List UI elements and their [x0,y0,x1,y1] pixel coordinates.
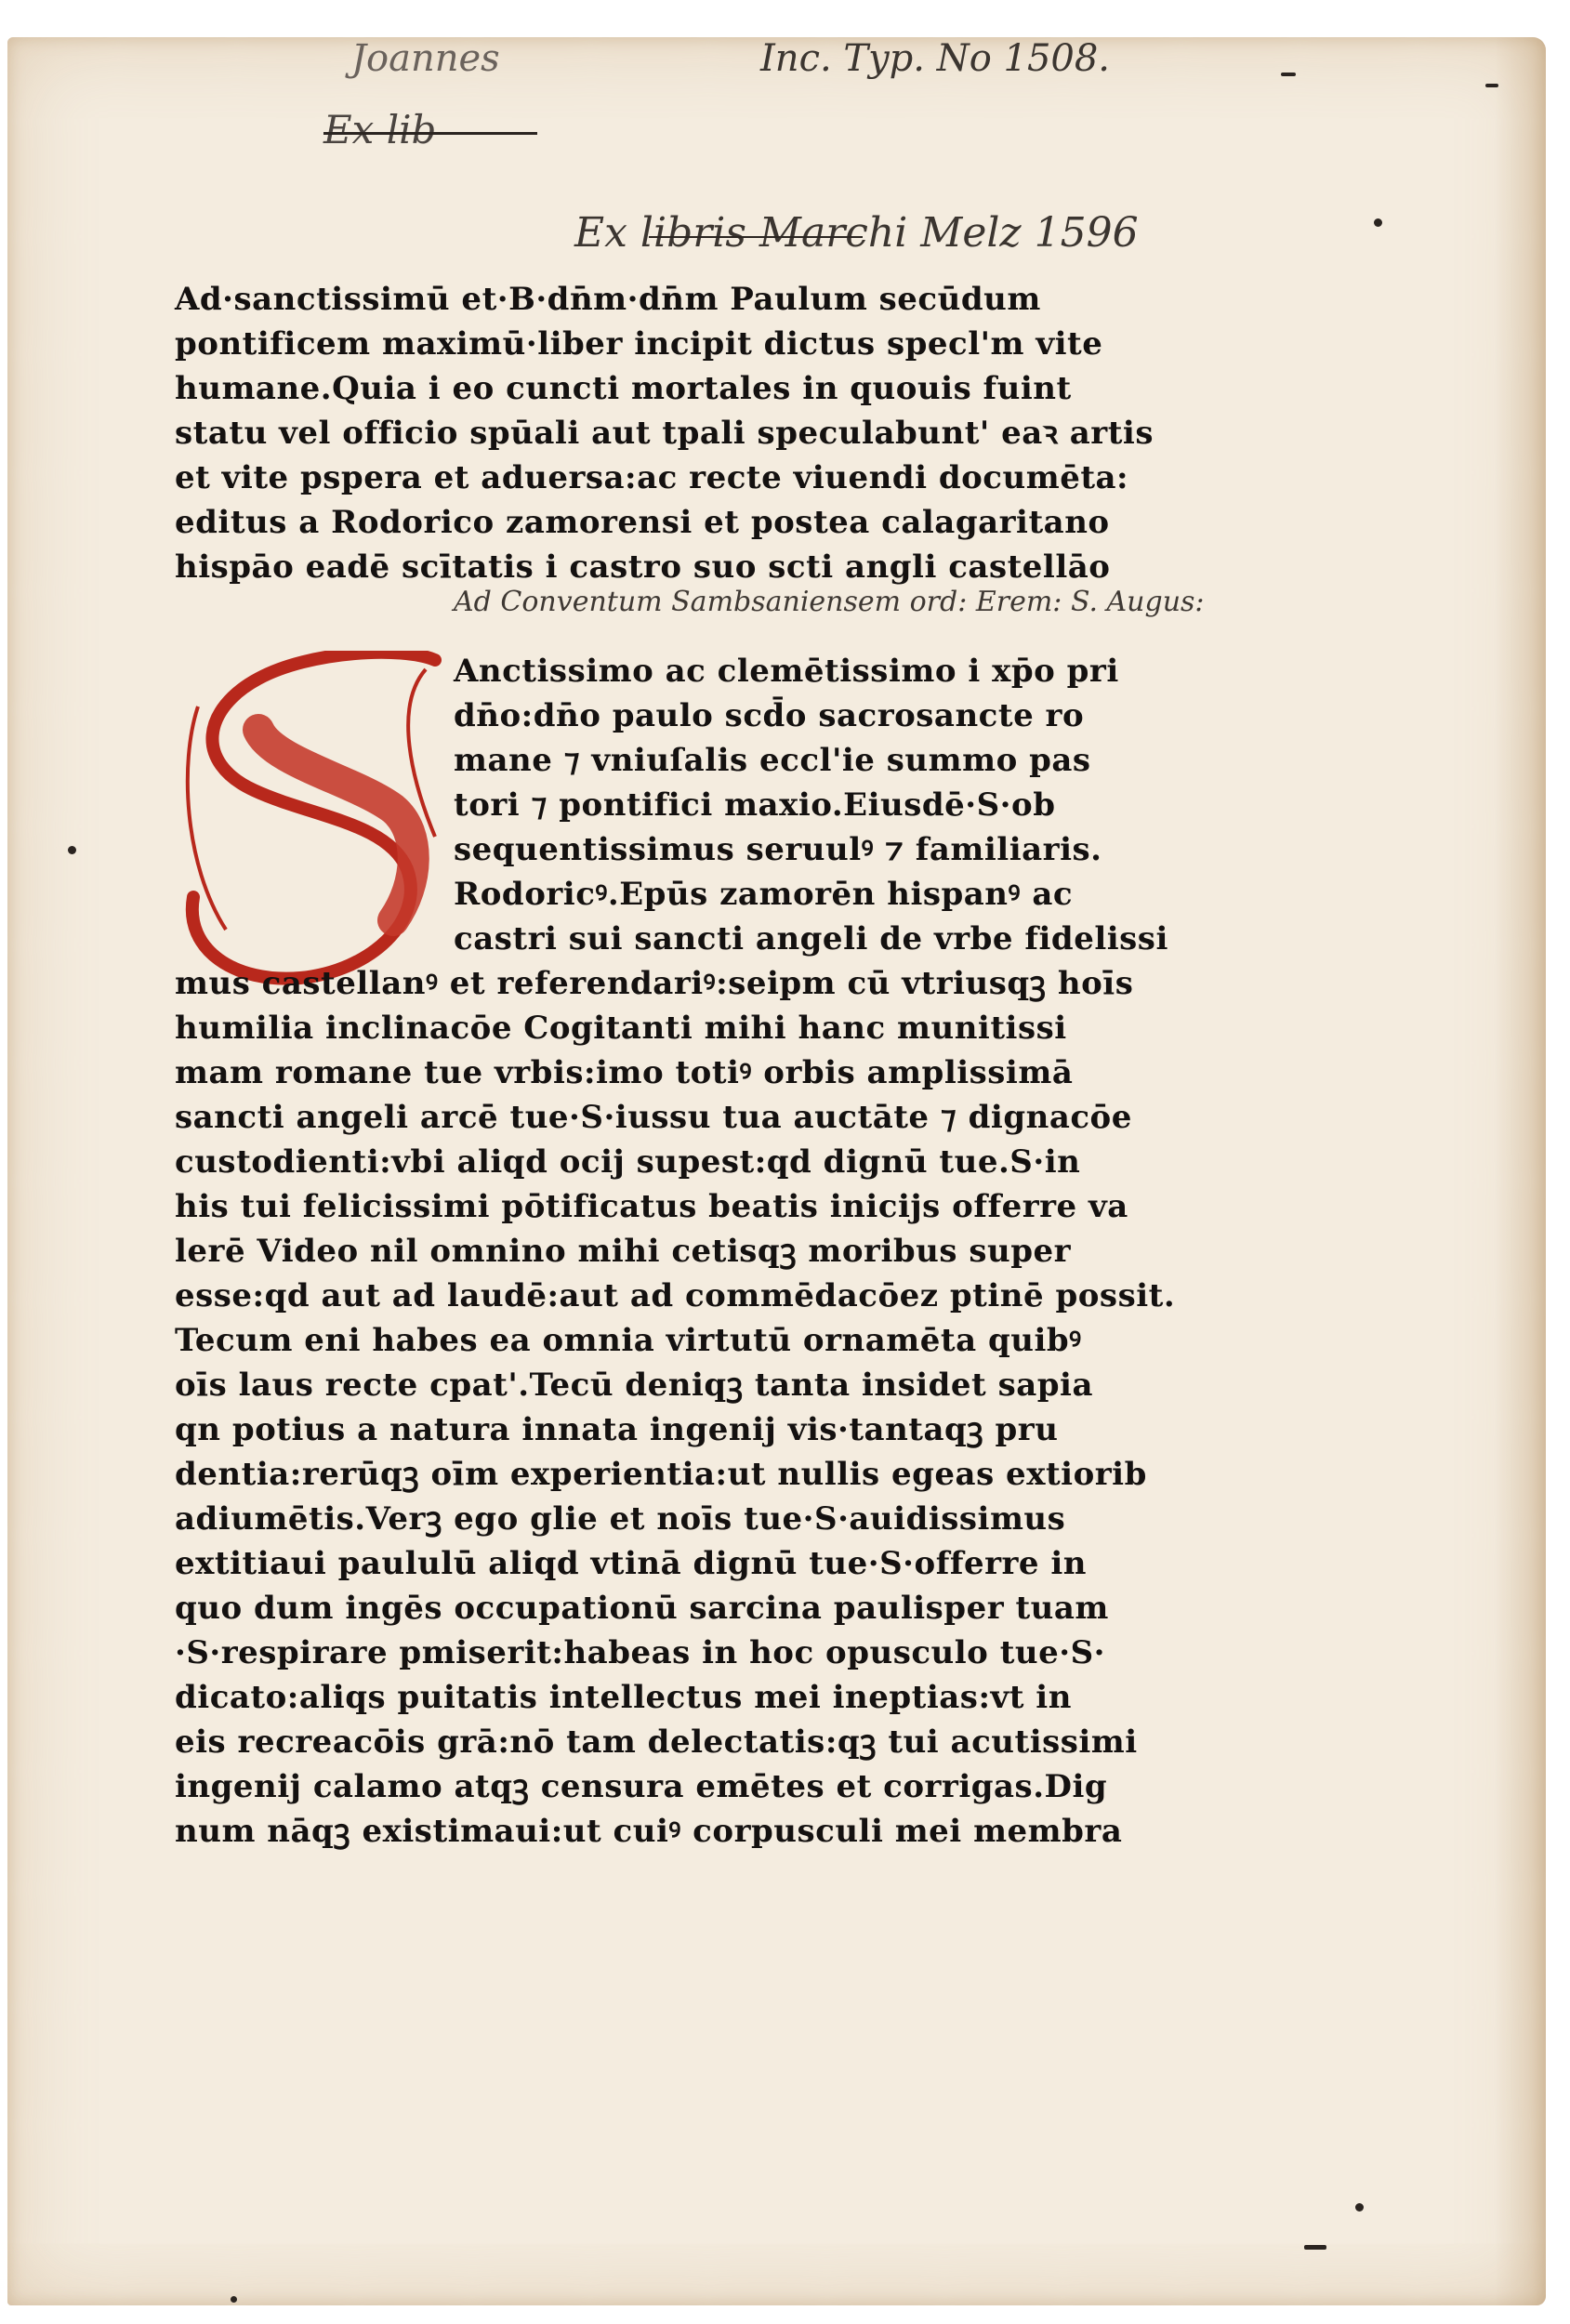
ink-mark [1485,84,1498,87]
text-line: qn potius a natura innata ingenij vis·tantaqꝫ pru [175,1411,1059,1448]
text-line: his tui felicissimi pōtificatus beatis inicijs offerre va [175,1188,1128,1225]
ink-mark [1281,73,1296,76]
handwritten-catalog-number: Inc. Typ. No 1508. [760,37,1111,80]
red-initial-letter-s [170,651,449,987]
text-line: mam romane tue vrbis:imo totiꝰ orbis amplissimā [175,1054,1074,1091]
text-line: pontificem maximū·liber incipit dictus specl'm vite [175,325,1103,363]
text-line: dicato:aliqs puitatis intellectus mei ineptias:vt in [175,1679,1072,1716]
text-line: sequentissimus seruulꝰ ⁊ familiaris. [454,831,1102,868]
text-line: Ad·sanctissimū et·B·dn̄m·dn̄m Paulum secūdum [175,281,1041,318]
text-line: castri sui sancti angeli de vrbe fidelissi [454,920,1168,957]
strike-through-line [649,236,863,238]
text-line: mus castellanꝰ et referendariꝰ:seipm cū vtriusqꝫ hoīs [175,965,1134,1002]
ink-spot [68,846,76,854]
incunabulum-page [7,37,1546,2305]
ink-mark [1304,2245,1326,2250]
ink-spot [231,2296,237,2303]
text-line: dentia:rerūqꝫ oīm experientia:ut nullis egeas extiorib [175,1456,1147,1493]
page-edge-shading [1495,37,1546,2305]
text-line: mane ⁊ vniuſalis eccl'ie summo pas [454,742,1091,779]
handwritten-convent-note: Ad Conventum Sambsaniensem ord: Erem: S. Augus: [454,586,1205,618]
handwritten-name: Joannes [351,37,500,80]
text-line: statu vel officio spūali aut tpali speculabunt' eaꝛ artis [175,415,1154,452]
handwritten-struck-note: Ex lib [323,107,437,152]
text-line: adiumētis.Verꝫ ego glie et noīs tue·S·auidissimus [175,1500,1066,1538]
strike-through-line [323,132,537,135]
text-line: dn̄o:dn̄o paulo scd̄o sacrosancte ro [454,697,1085,734]
text-line: ·S·respirare pmiserit:habeas in hoc opusculo tue·S· [175,1634,1105,1671]
text-line: num nāqꝫ existimaui:ut cuiꝰ corpusculi mei membra [175,1813,1123,1850]
text-line: editus a Rodorico zamorensi et postea calagaritano [175,504,1110,541]
text-line: sancti angeli arcē tue·S·iussu tua auctāte ⁊ dignacōe [175,1099,1132,1136]
text-line: oīs laus recte cpat'.Tecū deniqꝫ tanta insidet sapia [175,1367,1093,1404]
text-line: hispāo eadē scītatis i castro suo scti angli castellāo [175,548,1111,586]
text-line: humane.Quia i eo cuncti mortales in quouis fuint [175,370,1072,407]
handwritten-ex-libris: Ex libris Marchi Melz 1596 [574,209,1139,257]
text-line: esse:qd aut ad laudē:aut ad commēdacōez ptinē possit. [175,1277,1176,1314]
text-line: custodienti:vbi aliqd ocij supest:qd dignū tue.S·in [175,1143,1081,1181]
text-line: ingenij calamo atqꝫ censura emētes et corrigas.Dig [175,1768,1108,1805]
text-line: et vite pspera et aduersa:ac recte viuendi documēta: [175,459,1129,496]
text-line: eis recreacōis grā:nō tam delectatis:qꝫ tui acutissimi [175,1723,1138,1761]
text-line: extitiaui paululū aliqd vtinā dignū tue·S·offerre in [175,1545,1088,1582]
text-line: Anctissimo ac clemētissimo i xp̄o pri [454,653,1119,690]
ink-spot [1355,2203,1364,2212]
text-line: Rodoricꝰ.Epūs zamorēn hispanꝰ ac [454,876,1074,913]
text-line: Tecum eni habes ea omnia virtutū ornamēta quibꝰ [175,1322,1082,1359]
text-line: quo dum ingēs occupationū sarcina paulisper tuam [175,1590,1109,1627]
text-line: lerē Video nil omnino mihi cetisqꝫ moribus super [175,1233,1072,1270]
text-line: humilia inclinacōe Cogitanti mihi hanc munitissi [175,1010,1067,1047]
ink-spot [1374,218,1382,227]
text-line: tori ⁊ pontifici maxio.Eiusdē·S·ob [454,786,1056,824]
